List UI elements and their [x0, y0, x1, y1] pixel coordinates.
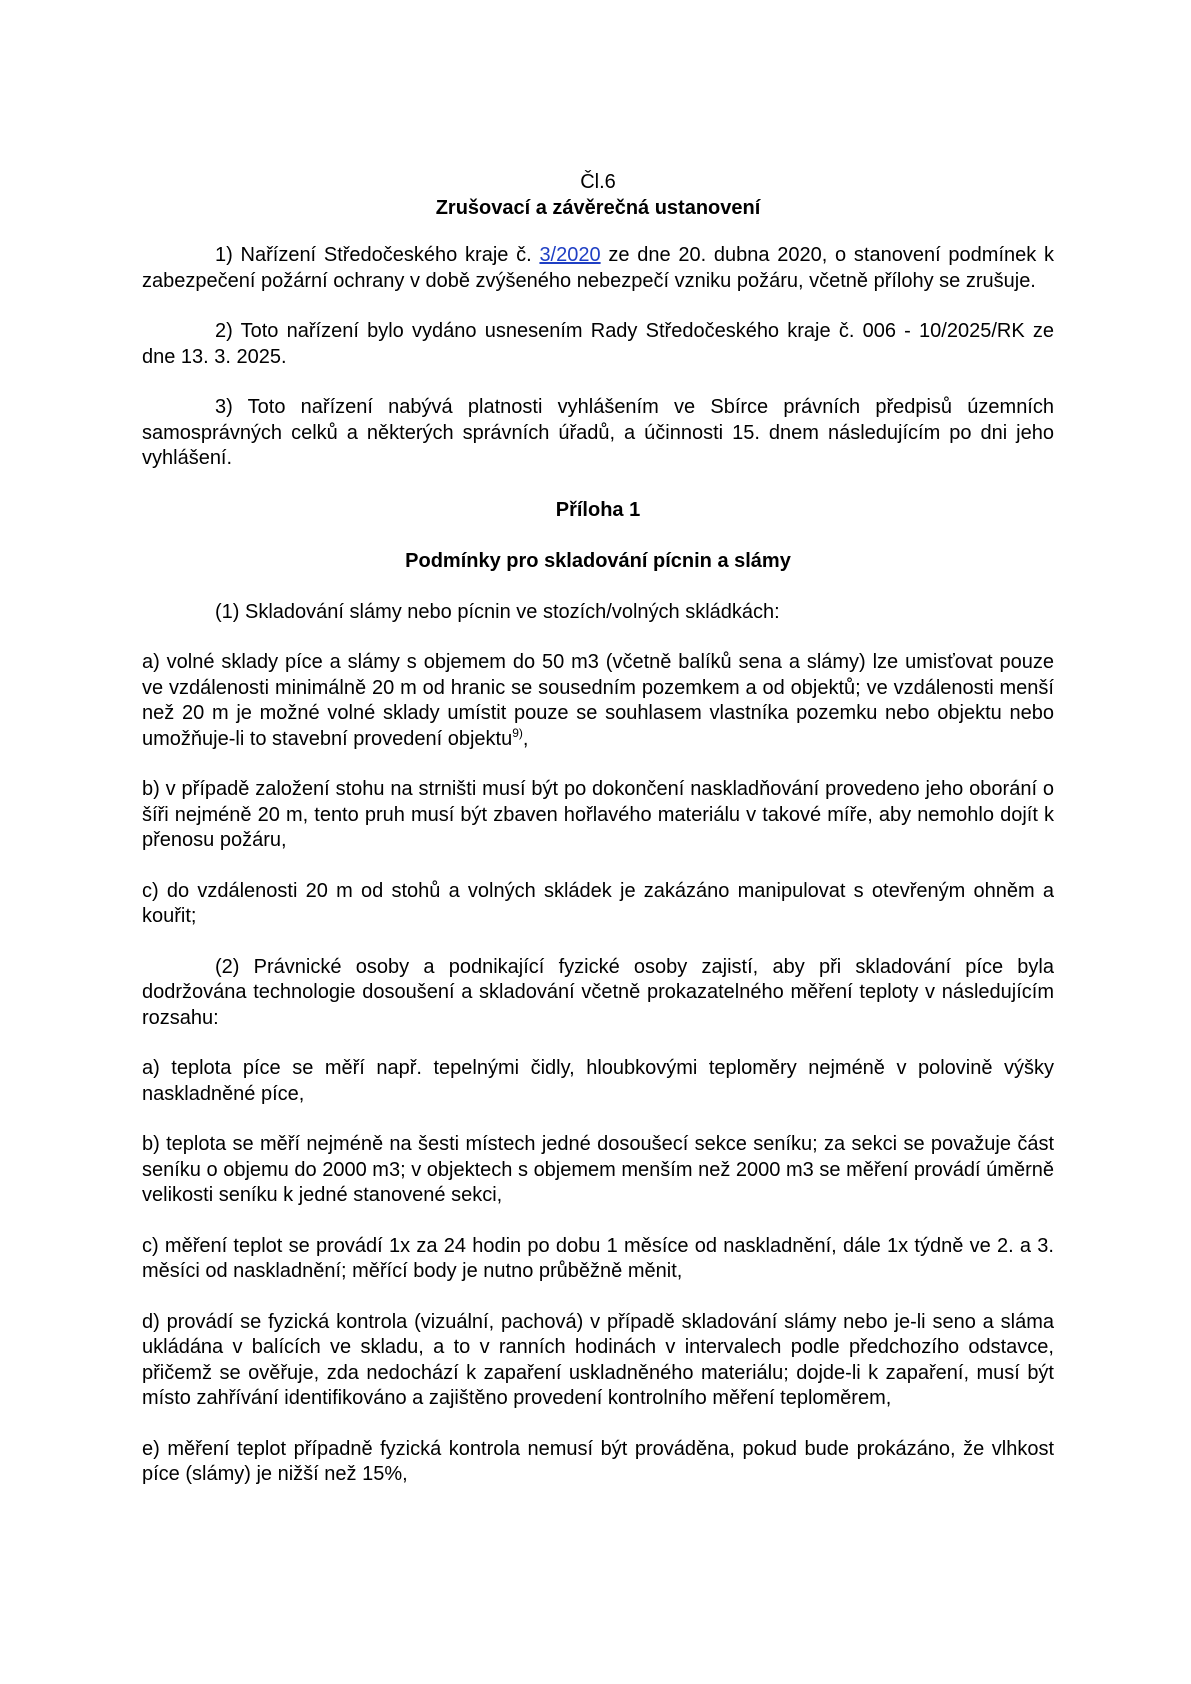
section-1-heading: (1) Skladování slámy nebo pícnin ve stozích/volných skládkách:	[215, 600, 780, 623]
footnote-reference: 9)	[512, 725, 523, 740]
paragraph-1	[142, 243, 1054, 294]
section-2-item-e: e) měření teplot případně fyzická kontrola nemusí být prováděna, pokud bude prokázáno, že vlhkost píce (slámy) je nižší než 15%,	[142, 1437, 1054, 1485]
section-2-item-d: d) provádí se fyzická kontrola (vizuální, pachová) v případě skladování slámy nebo je-li seno a sláma ukládána v balících ve skladu, a to v ranních hodinách v intervalech podle předchozího odstavce, přičemž se ověřuje, zda nedochází k zapaření uskladněného materiálu; dojde-li k zapaření, musí být místo zahřívání identifikováno a zajištěno provedení kontrolního měření teploměrem,	[142, 1310, 1054, 1409]
paragraph-1-text-end: ze dne 20. dubna 2020, o stanovení podmínek k zabezpečení požární ochrany v době zvýšeného nebezpečí vzniku požáru, včetně přílohy se zrušuje.	[142, 244, 1054, 292]
annex-title: Příloha 1	[555, 498, 641, 521]
section-1-item-b: b) v případě založení stohu na strništi musí být po dokončení naskladňování provedeno jeho oborání o šíři nejméně 20 m, tento pruh musí být zbaven hořlavého materiálu v takové míře, aby nemohlo dojít k přenosu požáru,	[142, 778, 1054, 851]
article-number: Čl.6	[580, 171, 616, 193]
paragraph-1-text-start: 1) Nařízení Středočeského kraje č.	[215, 244, 540, 266]
article-title: Zrušovací a závěrečná ustanovení	[435, 196, 761, 219]
section-1-item-a-text: a) volné sklady píce a slámy s objemem do 50 m3 (včetně balíků sena a slámy) lze umisťovat pouze ve vzdálenosti minimálně 20 m od hranic se sousedním pozemkem a od objektů; ve vzdálenosti menší než 20 m je možné volné sklady umístit pouze se souhlasem vlastníka pozemku nebo objektu nebo umožňuje-li to stavební provedení objektu	[142, 651, 1054, 750]
paragraph-2: 2) Toto nařízení bylo vydáno usnesením Rady Středočeského kraje č. 006 - 10/2025/RK ze dne 13. 3. 2025.	[142, 320, 1054, 368]
section-2-item-c: c) měření teplot se provádí 1x za 24 hodin po dobu 1 měsíce od naskladnění, dále 1x týdně ve 2. a 3. měsíci od naskladnění; měřící body je nutno průběžně měnit,	[142, 1234, 1054, 1282]
regulation-link[interactable]: 3/2020	[539, 244, 601, 266]
section-1-item-a	[142, 650, 1054, 752]
section-2-heading: (2) Právnické osoby a podnikající fyzické osoby zajistí, aby při skladování píce byla dodržována technologie dosoušení a skladování včetně prokazatelného měření teploty v následujícím rozsahu:	[142, 955, 1054, 1029]
paragraph-3: 3) Toto nařízení nabývá platnosti vyhlášením ve Sbírce právních předpisů územních samosprávných celků a některých správních úřadů, a účinnosti 15. dnem následujícím po dni jeho vyhlášení.	[142, 396, 1054, 469]
section-1-item-a-end: ,	[522, 727, 529, 750]
annex-subtitle: Podmínky pro skladování pícnin a slámy	[405, 550, 791, 572]
section-2-item-a: a) teplota píce se měří např. tepelnými čidly, hloubkovými teploměry nejméně v polovině výšky naskladněné píce,	[142, 1057, 1054, 1105]
section-2-item-b: b) teplota se měří nejméně na šesti místech jedné dosoušecí sekce seníku; za sekci se považuje část seníku o objemu do 2000 m3; v objektech s objemem menším než 2000 m3 se měření provádí úměrně velikosti seníku k jedné stanovené sekci,	[142, 1133, 1054, 1206]
section-1-item-c: c) do vzdálenosti 20 m od stohů a volných skládek je zakázáno manipulovat s otevřeným ohněm a kouřit;	[142, 879, 1054, 927]
